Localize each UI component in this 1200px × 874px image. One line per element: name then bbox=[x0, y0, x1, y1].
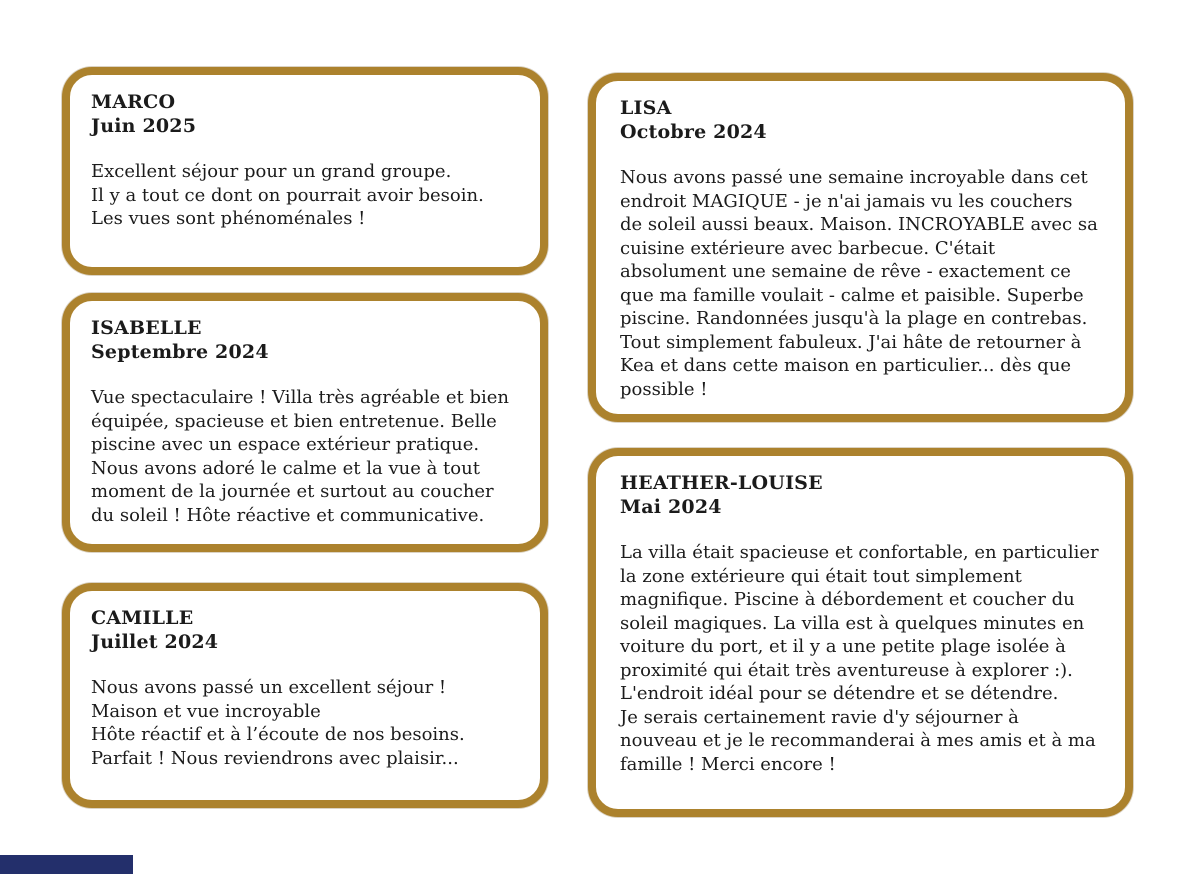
reviewer-name: ISABELLE bbox=[91, 317, 202, 339]
review-card-content bbox=[596, 456, 1125, 790]
review-card-heather-louise bbox=[588, 448, 1133, 817]
review-card-camille bbox=[62, 583, 548, 808]
review-card-content bbox=[596, 81, 1125, 415]
review-card-content bbox=[70, 75, 540, 245]
reviewer-name: MARCO bbox=[91, 91, 176, 113]
review-text-line: Hôte réactif et à l’écoute de nos besoins. bbox=[91, 724, 465, 745]
review-text-line: Excellent séjour pour un grand groupe. bbox=[91, 161, 452, 182]
review-card-content bbox=[70, 591, 540, 784]
review-text bbox=[91, 676, 518, 770]
reviewer-name: LISA bbox=[620, 97, 672, 119]
review-card-content bbox=[70, 301, 540, 541]
review-text bbox=[91, 160, 518, 231]
review-text-line: La villa était spacieuse et confortable, en particulier la zone extérieure qui était tout simplement magnifique. Piscine à débordement et coucher du soleil magiques. La villa est à quelques minutes en voiture du port, et il y a une petite plage isolée à proximité qui était très aventureuse à explorer :). L'endroit idéal pour se détendre et se détendre. bbox=[620, 542, 1099, 704]
review-date: Mai 2024 bbox=[620, 496, 722, 518]
review-text-line: Nous avons passé une semaine incroyable dans cet endroit MAGIQUE - je n'ai jamais vu les couchers de soleil aussi beaux. Maison. INCROYABLE avec sa cuisine extérieure avec barbecue. C'était absolument une semaine de rêve - exactement ce que ma famille voulait - calme et paisible. Superbe piscine. Randonnées jusqu'à la plage en contrebas. Tout simplement fabuleux. J'ai hâte de retourner à Kea et dans cette maison en particulier... dès que possible ! bbox=[620, 167, 1098, 400]
review-date: Septembre 2024 bbox=[91, 341, 269, 363]
review-text-line: Il y a tout ce dont on pourrait avoir besoin. Les vues sont phénoménales ! bbox=[91, 184, 484, 229]
review-text-line: Vue spectaculaire ! Villa très agréable et bien équipée, spacieuse et bien entretenue. Belle piscine avec un espace extérieur pratique. Nous avons adoré le calme et la vue à tout moment de la journée et surtout au coucher du soleil ! Hôte réactive et communicative. bbox=[91, 387, 510, 526]
review-text bbox=[91, 386, 518, 527]
reviewer-name: CAMILLE bbox=[91, 607, 194, 629]
review-text bbox=[620, 166, 1099, 401]
review-text bbox=[620, 541, 1099, 776]
review-text-line: Maison et vue incroyable bbox=[91, 700, 321, 722]
review-text-line: Parfait ! Nous reviendrons avec plaisir... bbox=[91, 747, 459, 769]
review-card-lisa bbox=[588, 73, 1133, 422]
review-card-isabelle bbox=[62, 293, 548, 552]
review-date: Juin 2025 bbox=[91, 115, 197, 137]
review-text-line: Je serais certainement ravie d'y séjourner à nouveau et je le recommanderai à mes amis et à ma famille ! Merci encore ! bbox=[620, 706, 1096, 775]
reviewer-name: HEATHER-LOUISE bbox=[620, 472, 823, 494]
review-text-line: Nous avons passé un excellent séjour ! bbox=[91, 677, 447, 698]
review-card-marco bbox=[62, 67, 548, 275]
bottom-left-accent-bar bbox=[0, 855, 133, 874]
review-date: Octobre 2024 bbox=[620, 121, 767, 143]
review-date: Juillet 2024 bbox=[91, 631, 219, 653]
